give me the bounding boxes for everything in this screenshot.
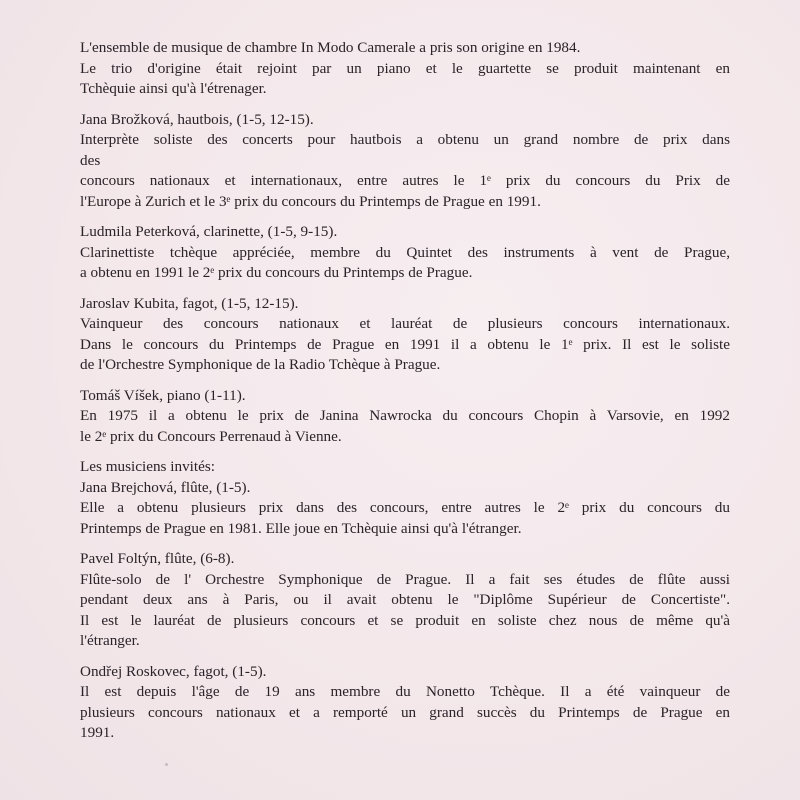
paragraph-line: Flûte-solo de l' Orchestre Symphonique de Prague. Il a fait ses études de flûte aussi bbox=[80, 570, 730, 588]
paragraph-heading-line: Jana Brožková, hautbois, (1-5, 12-15). bbox=[80, 110, 314, 128]
paragraph-block bbox=[80, 110, 730, 213]
paragraph-heading-line: Tomáš Víšek, piano (1-11). bbox=[80, 386, 246, 404]
paragraph-line: Elle a obtenu plusieurs prix dans des concours, entre autres le 2ᵉ prix du concours du bbox=[80, 499, 730, 516]
paragraph-block bbox=[80, 38, 730, 100]
paragraph-block bbox=[80, 662, 730, 744]
paragraph-line: concours nationaux et internationaux, entre autres le 1ᵉ prix du concours du Prix de bbox=[80, 172, 730, 189]
paragraph-line: l'Europe à Zurich et le 3ᵉ prix du concours du Printemps de Prague en 1991. bbox=[80, 192, 541, 210]
paragraph-heading-line: Ondřej Roskovec, fagot, (1-5). bbox=[80, 662, 267, 680]
paragraph-line: le 2ᵉ prix du Concours Perrenaud à Vienne. bbox=[80, 427, 342, 445]
paragraph-line: 1991. bbox=[80, 724, 115, 741]
paragraph-line: Jana Brejchová, flûte, (1-5). bbox=[80, 478, 251, 496]
paragraph-heading-line: Ludmila Peterková, clarinette, (1-5, 9-15). bbox=[80, 223, 338, 240]
paragraph-line: a obtenu en 1991 le 2ᵉ prix du concours du Printemps de Prague. bbox=[80, 264, 473, 281]
paragraph-block bbox=[80, 294, 730, 376]
paragraph-line: En 1975 il a obtenu le prix de Janina Nawrocka du concours Chopin à Varsovie, en 1992 bbox=[80, 407, 730, 424]
paper-speck bbox=[165, 763, 168, 766]
booklet-text bbox=[80, 38, 730, 744]
paragraph-line: Il est depuis l'âge de 19 ans membre du Nonetto Tchèque. Il a été vainqueur de bbox=[80, 683, 730, 700]
paragraph-block bbox=[80, 457, 730, 539]
paragraph-line: l'étranger. bbox=[80, 632, 140, 649]
paragraph-line: des bbox=[80, 151, 101, 169]
paragraph-line: Il est le lauréat de plusieurs concours et se produit en soliste chez nous de même qu'à bbox=[80, 611, 730, 629]
paragraph-line: pendant deux ans à Paris, ou il avait obtenu le "Diplôme Supérieur de Concertiste". bbox=[80, 591, 730, 608]
paragraph-block bbox=[80, 386, 730, 448]
paragraph-line: de l'Orchestre Symphonique de la Radio Tchèque à Prague. bbox=[80, 356, 441, 373]
paragraph-line: Vainqueur des concours nationaux et lauréat de plusieurs concours internationaux. bbox=[80, 315, 730, 332]
paragraph-line: plusieurs concours nationaux et a remporté un grand succès du Printemps de Prague en bbox=[80, 703, 730, 721]
paragraph-heading-line: Les musiciens invités: bbox=[80, 458, 215, 475]
paragraph-line: Printemps de Prague en 1981. Elle joue en Tchèquie ainsi qu'à l'étranger. bbox=[80, 519, 522, 537]
paragraph-block bbox=[80, 549, 730, 652]
paragraph-block bbox=[80, 222, 730, 284]
paragraph-line: Clarinettiste tchèque appréciée, membre du Quintet des instruments à vent de Prague, bbox=[80, 243, 730, 261]
paragraph-heading-line: Jaroslav Kubita, fagot, (1-5, 12-15). bbox=[80, 294, 299, 312]
paragraph-line: Le trio d'origine était rejoint par un piano et le guartette se produit maintenant en bbox=[80, 59, 730, 77]
paragraph-line: Tchèquie ainsi qu'à l'étrenager. bbox=[80, 80, 267, 97]
paragraph-line: Interprète soliste des concerts pour hautbois a obtenu un grand nombre de prix dans bbox=[80, 131, 730, 148]
paragraph-heading-line: Pavel Foltýn, flûte, (6-8). bbox=[80, 550, 235, 567]
paragraph-line: Dans le concours du Printemps de Prague en 1991 il a obtenu le 1ᵉ prix. Il est le soliste bbox=[80, 335, 730, 353]
paragraph-heading-line: L'ensemble de musique de chambre In Modo Camerale a pris son origine en 1984. bbox=[80, 39, 581, 56]
